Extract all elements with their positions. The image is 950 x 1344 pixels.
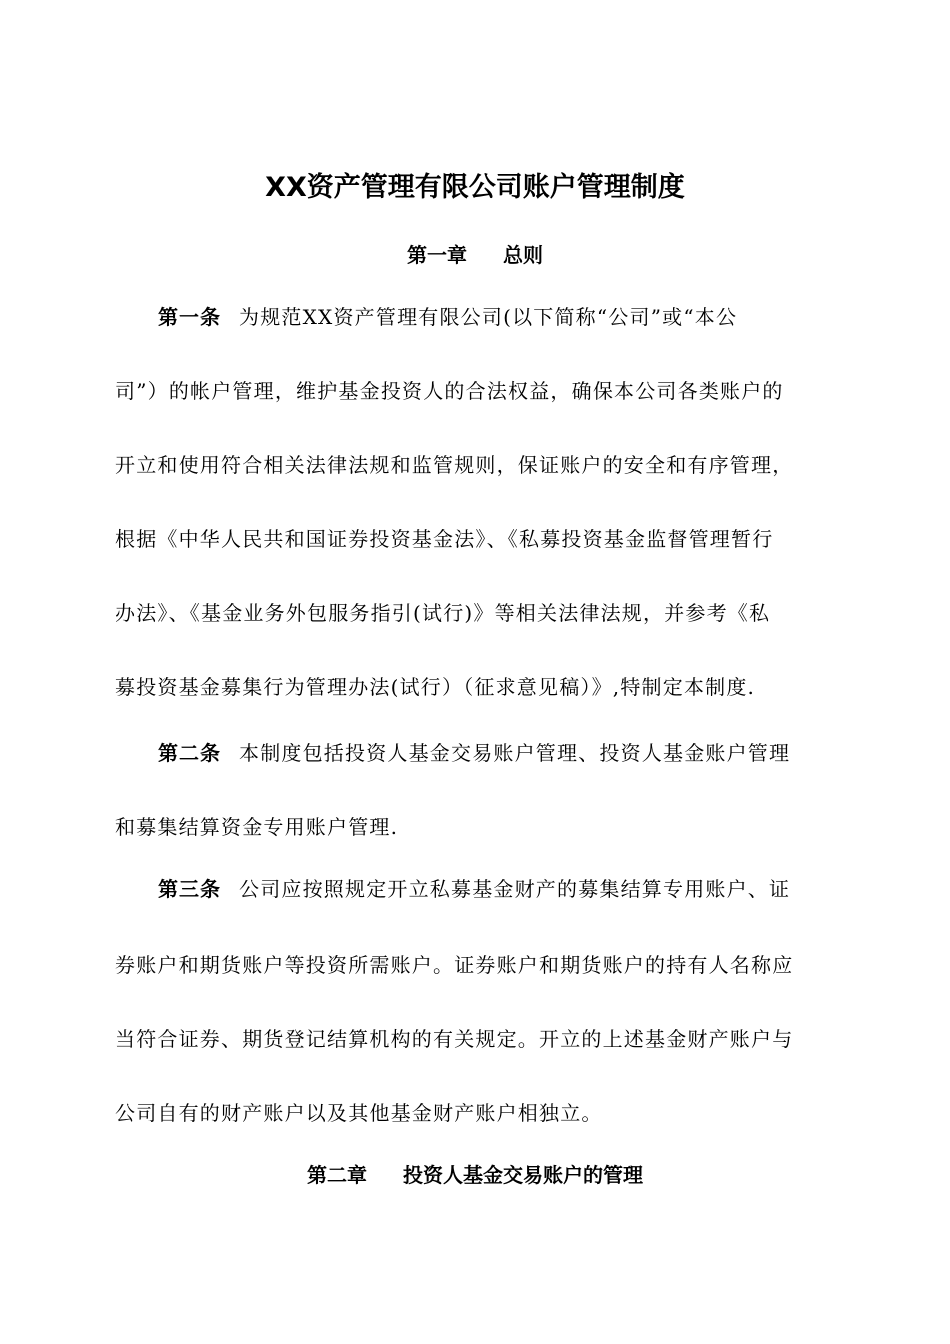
article-2-line-1 bbox=[158, 738, 840, 768]
article-1-line-3: 开立和使用符合相关法律法规和监管规则，保证账户的安全和有序管理， bbox=[115, 453, 794, 477]
article-3-line-4: 公司自有的财产账户以及其他基金财产账户相独立。 bbox=[115, 1101, 603, 1125]
article-2-line-2: 和募集结算资金专用账户管理. bbox=[115, 815, 399, 839]
article-1-label: 第一条 bbox=[158, 305, 221, 329]
chapter-2-name: 投资人基金交易账户的管理 bbox=[403, 1163, 643, 1187]
document-title: XX资产管理有限公司账户管理制度 bbox=[265, 172, 685, 203]
article-3-text: 公司应按照规定开立私募基金财产的募集结算专用账户、证 bbox=[239, 877, 791, 901]
article-3-line-3: 当符合证券、期货登记结算机构的有关规定。开立的上述基金财产账户与 bbox=[115, 1027, 794, 1051]
article-3-label: 第三条 bbox=[158, 877, 221, 901]
article-1-line-2: 司”）的帐户管理，维护基金投资人的合法权益，确保本公司各类账户的 bbox=[115, 379, 784, 403]
article-1-line-5: 办法》、《基金业务外包服务指引(试行)》等相关法律法规，并参考《私 bbox=[115, 601, 771, 625]
article-1-line-4: 根据《中华人民共和国证券投资基金法》、《私募投资基金监督管理暂行 bbox=[115, 527, 774, 551]
chapter-2-heading bbox=[0, 1160, 950, 1190]
article-3-line-1 bbox=[158, 874, 840, 904]
article-2-label: 第二条 bbox=[158, 741, 221, 765]
article-1-line-6: 募投资基金募集行为管理办法(试行）（征求意见稿）》,特制定本制度. bbox=[115, 675, 756, 699]
chapter-2-number: 第二章 bbox=[307, 1163, 367, 1187]
chapter-1-number: 第一章 bbox=[407, 243, 467, 267]
chapter-1-name: 总则 bbox=[503, 243, 543, 267]
article-2-text: 本制度包括投资人基金交易账户管理、投资人基金账户管理 bbox=[239, 741, 791, 765]
article-1-line-1 bbox=[158, 302, 840, 332]
article-1-text: 为规范XX资产管理有限公司(以下简称“公司”或“本公 bbox=[239, 305, 738, 329]
chapter-1-heading bbox=[0, 240, 950, 270]
article-3-line-2: 券账户和期货账户等投资所需账户。证券账户和期货账户的持有人名称应 bbox=[115, 953, 794, 977]
